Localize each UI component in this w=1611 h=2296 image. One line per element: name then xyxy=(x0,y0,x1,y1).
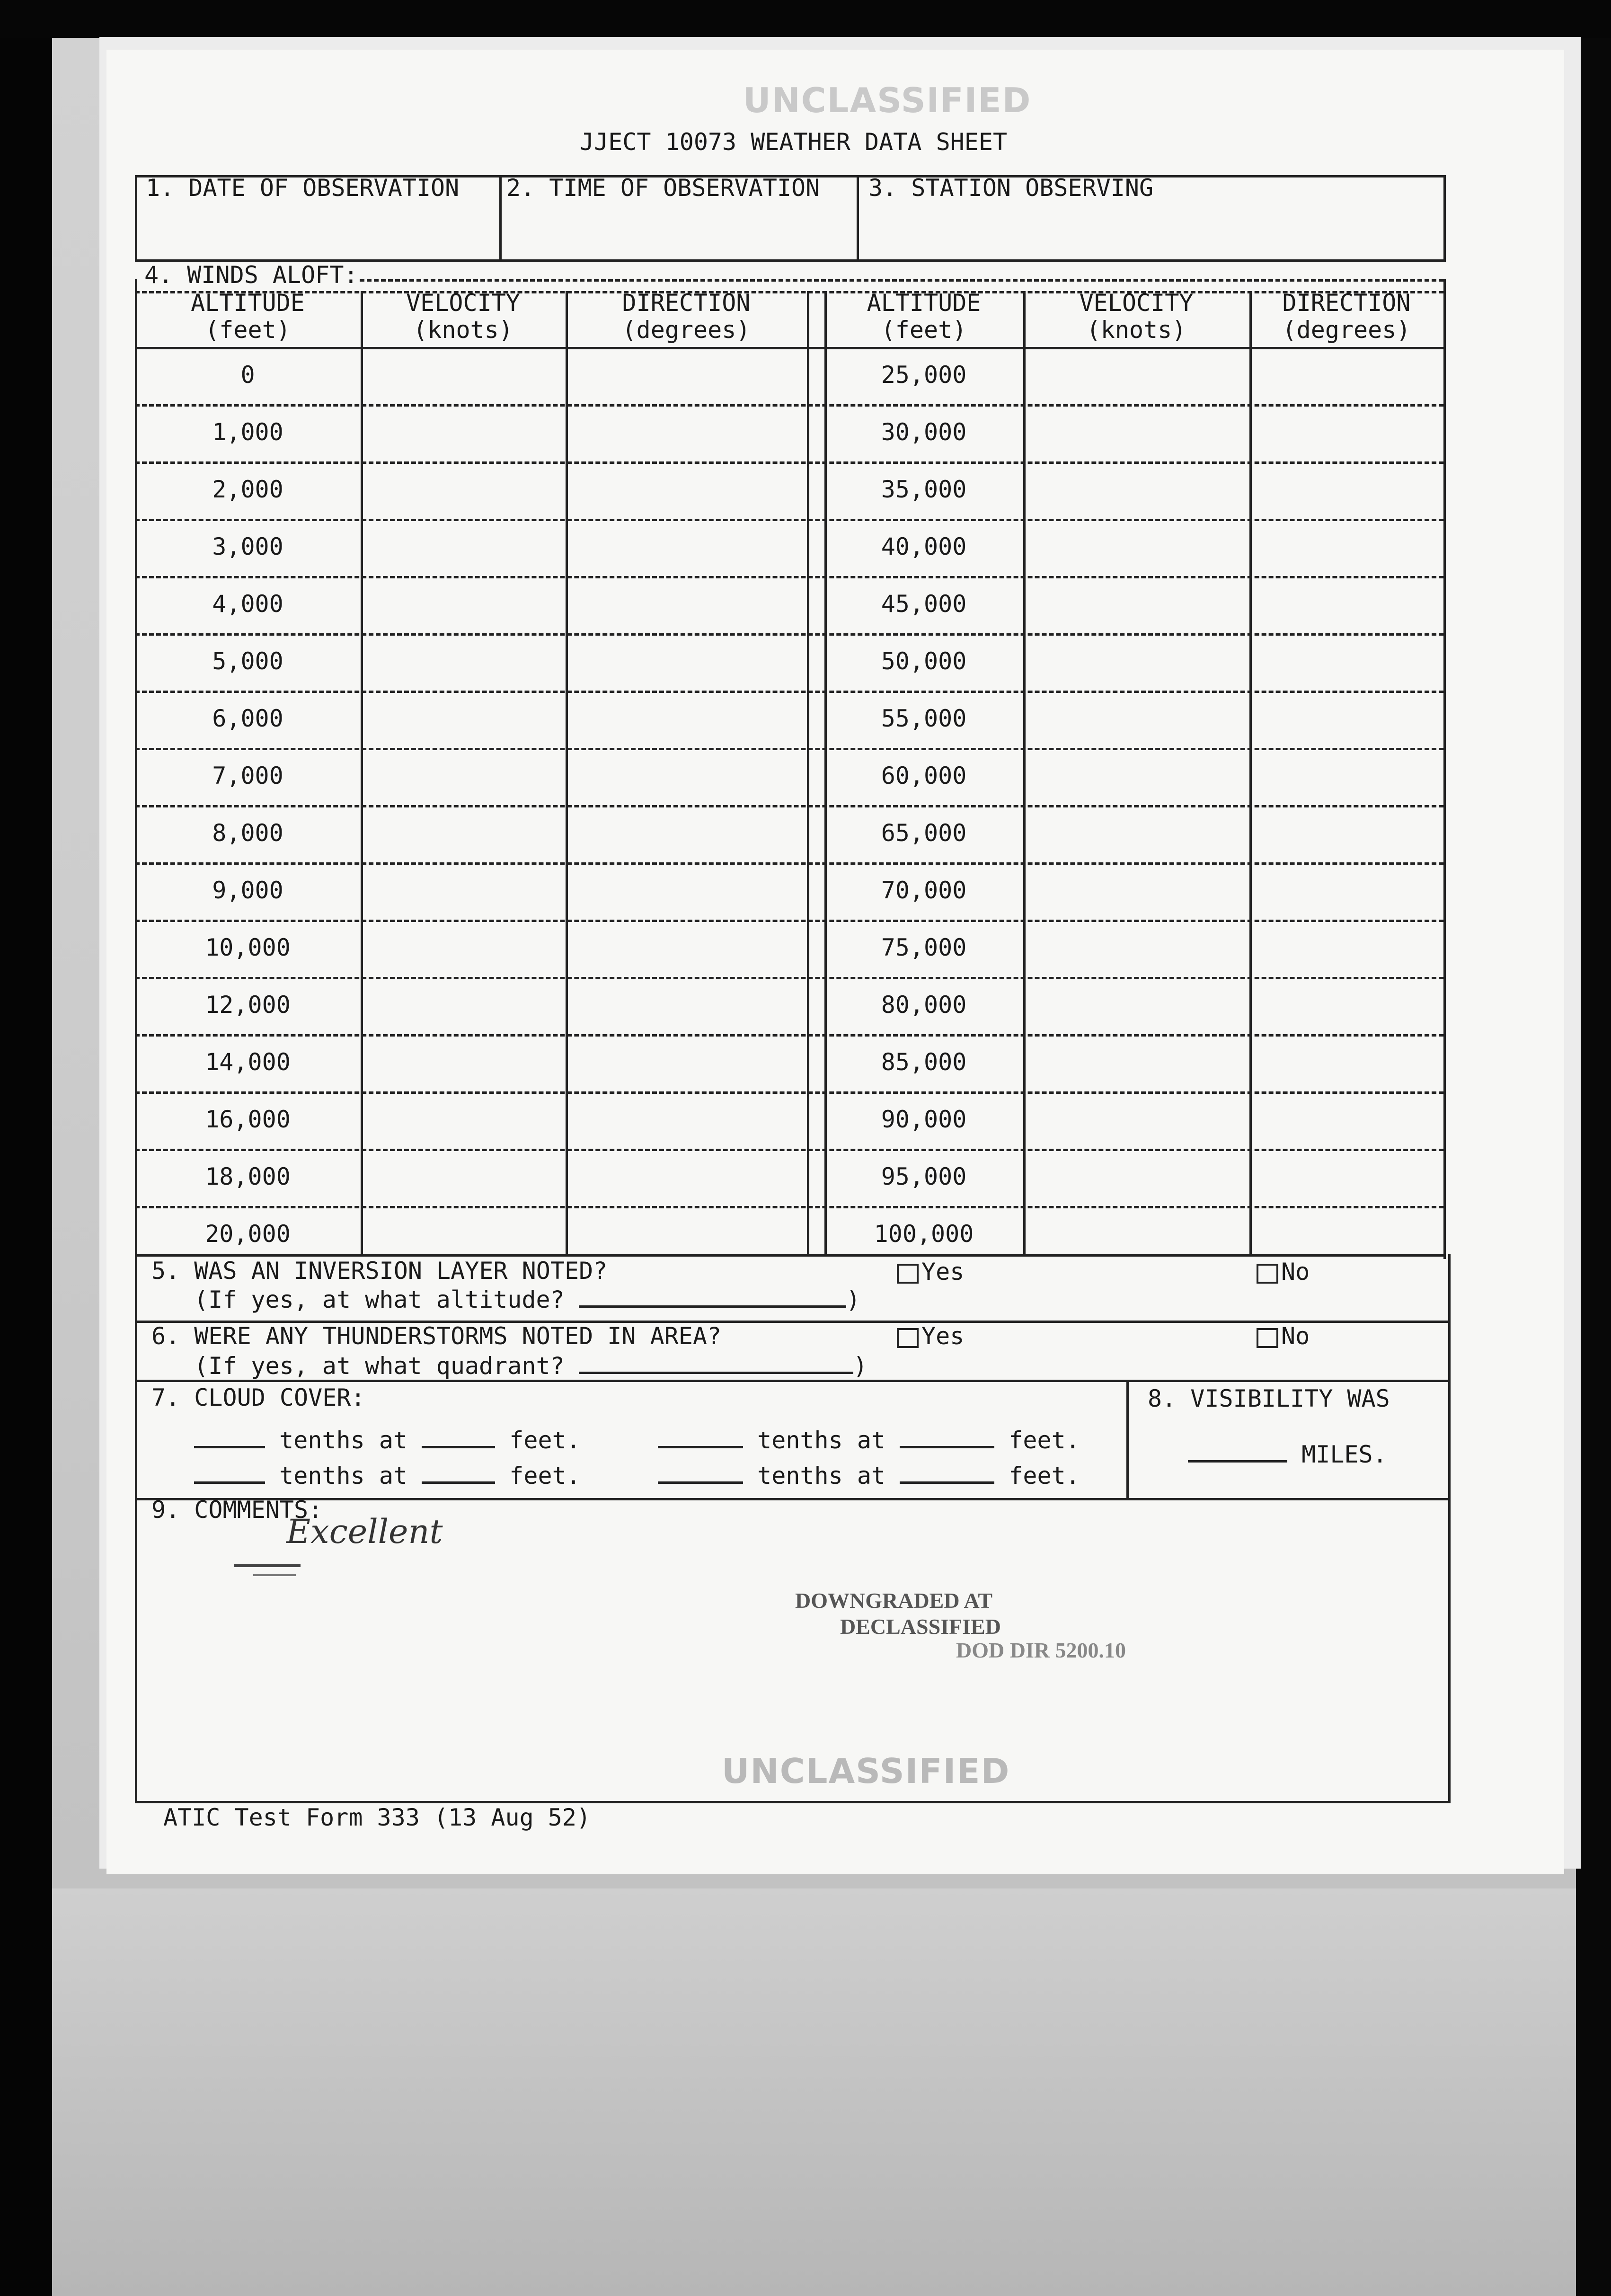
altitude-right-3: 40,000 xyxy=(881,533,967,560)
station-observing-label: 3. STATION OBSERVING xyxy=(868,174,1154,202)
scribble-mark xyxy=(234,1564,301,1567)
cloud-feet-field-3[interactable] xyxy=(422,1463,495,1484)
velocity-right-cell-2[interactable] xyxy=(1023,464,1249,516)
altitude-right-8: 65,000 xyxy=(881,819,967,847)
velocity-left-cell-11[interactable] xyxy=(361,979,566,1032)
direction-header-right: DIRECTION xyxy=(1282,289,1411,317)
film-border-top xyxy=(0,0,1611,38)
altitude-right-2: 35,000 xyxy=(881,476,967,503)
direction-left-cell-0[interactable] xyxy=(566,349,807,402)
altitude-left-0: 0 xyxy=(240,361,255,389)
velocity-left-cell-9[interactable] xyxy=(361,865,566,917)
time-of-observation-label: 2. TIME OF OBSERVATION xyxy=(506,174,820,202)
visibility-label: 8. VISIBILITY WAS xyxy=(1148,1385,1390,1412)
velocity-left-cell-13[interactable] xyxy=(361,1094,566,1146)
velocity-left-cell-6[interactable] xyxy=(361,693,566,745)
velocity-right-cell-9[interactable] xyxy=(1023,865,1249,917)
velocity-right-cell-5[interactable] xyxy=(1023,636,1249,688)
altitude-right-0: 25,000 xyxy=(881,361,967,389)
rule xyxy=(135,1254,137,1803)
comments-label: 9. COMMENTS: xyxy=(151,1496,323,1524)
altitude-header-left: ALTITUDE xyxy=(191,289,305,317)
altitude-left-4: 4,000 xyxy=(212,590,283,618)
cloud-tenths-field-4[interactable] xyxy=(658,1463,743,1484)
visibility-unit: MILES. xyxy=(1301,1441,1387,1468)
direction-right-cell-6[interactable] xyxy=(1249,693,1443,745)
velocity-left-cell-10[interactable] xyxy=(361,922,566,975)
lower-gray-band xyxy=(52,1888,1576,2296)
altitude-right-6: 55,000 xyxy=(881,705,967,732)
inversion-yes-option[interactable] xyxy=(897,1260,964,1284)
altitude-left-10: 10,000 xyxy=(205,934,291,961)
direction-right-cell-10[interactable] xyxy=(1249,922,1443,975)
direction-left-cell-5[interactable] xyxy=(566,636,807,688)
rule xyxy=(807,291,809,1254)
altitude-header-right: ALTITUDE xyxy=(867,289,981,317)
winds-aloft-label: 4. WINDS ALOFT: xyxy=(144,261,358,289)
dod-directive-stamp: DOD DIR 5200.10 xyxy=(956,1638,1126,1662)
film-border-left xyxy=(0,0,52,2296)
velocity-left-cell-15[interactable] xyxy=(361,1208,566,1261)
altitude-right-9: 70,000 xyxy=(881,877,967,904)
velocity-right-cell-11[interactable] xyxy=(1023,979,1249,1032)
thunderstorm-quadrant-field[interactable] xyxy=(579,1353,853,1374)
velocity-left-cell-2[interactable] xyxy=(361,464,566,516)
velocity-left-cell-0[interactable] xyxy=(361,349,566,402)
direction-left-cell-6[interactable] xyxy=(566,693,807,745)
direction-right-cell-7[interactable] xyxy=(1249,750,1443,803)
rule xyxy=(360,279,1443,282)
cloud-row-1-right xyxy=(658,1427,1080,1452)
rule xyxy=(135,1801,1451,1803)
cloud-feet-field-4[interactable] xyxy=(900,1463,994,1484)
altitude-right-7: 60,000 xyxy=(881,762,967,789)
inversion-yes-label: Yes xyxy=(921,1258,965,1285)
cloud-tenths-field-3[interactable] xyxy=(194,1463,265,1484)
declassified-stamp: DECLASSIFIED xyxy=(840,1614,1001,1639)
velocity-left-cell-3[interactable] xyxy=(361,521,566,574)
velocity-right-cell-14[interactable] xyxy=(1023,1151,1249,1204)
inversion-no-label: No xyxy=(1281,1258,1310,1285)
thunderstorm-no-option[interactable] xyxy=(1257,1324,1310,1348)
thunderstorm-yes-checkbox[interactable] xyxy=(897,1328,919,1348)
velocity-right-cell-8[interactable] xyxy=(1023,807,1249,860)
altitude-unit-right: (feet) xyxy=(881,316,967,344)
altitude-right-14: 95,000 xyxy=(881,1163,967,1190)
altitude-right-11: 80,000 xyxy=(881,991,967,1019)
cloud-cover-label: 7. CLOUD COVER: xyxy=(151,1384,365,1411)
direction-header-left: DIRECTION xyxy=(622,289,751,317)
thunderstorm-followup-text: (If yes, at what quadrant? xyxy=(194,1352,565,1380)
altitude-left-8: 8,000 xyxy=(212,819,283,847)
downgraded-stamp: DOWNGRADED AT xyxy=(795,1588,993,1613)
altitude-right-5: 50,000 xyxy=(881,647,967,675)
thunderstorm-question: 6. WERE ANY THUNDERSTORMS NOTED IN AREA? xyxy=(151,1322,722,1350)
altitude-left-11: 12,000 xyxy=(205,991,291,1019)
direction-right-cell-8[interactable] xyxy=(1249,807,1443,860)
velocity-unit-left: (knots) xyxy=(413,316,513,344)
altitude-left-5: 5,000 xyxy=(212,647,283,675)
altitude-right-13: 90,000 xyxy=(881,1106,967,1133)
direction-left-cell-10[interactable] xyxy=(566,922,807,975)
velocity-left-cell-1[interactable] xyxy=(361,407,566,459)
rule xyxy=(1448,1254,1451,1803)
velocity-left-cell-14[interactable] xyxy=(361,1151,566,1204)
altitude-right-1: 30,000 xyxy=(881,418,967,446)
velocity-right-cell-15[interactable] xyxy=(1023,1208,1249,1261)
altitude-left-9: 9,000 xyxy=(212,877,283,904)
direction-unit-left: (degrees) xyxy=(622,316,751,344)
direction-right-cell-15[interactable] xyxy=(1249,1208,1443,1261)
inversion-yes-checkbox[interactable] xyxy=(897,1264,919,1284)
direction-left-cell-9[interactable] xyxy=(566,865,807,917)
cloud-feet-3: feet. xyxy=(509,1462,581,1489)
direction-right-cell-12[interactable] xyxy=(1249,1037,1443,1089)
rule xyxy=(135,1498,1451,1500)
unclassified-stamp-bottom: UNCLASSIFIED xyxy=(722,1751,1010,1791)
direction-left-cell-11[interactable] xyxy=(566,979,807,1032)
direction-left-cell-13[interactable] xyxy=(566,1094,807,1146)
direction-right-cell-1[interactable] xyxy=(1249,407,1443,459)
thunderstorm-followup xyxy=(194,1353,867,1378)
direction-left-cell-8[interactable] xyxy=(566,807,807,860)
rule xyxy=(1443,279,1446,1259)
velocity-right-cell-4[interactable] xyxy=(1023,578,1249,631)
altitude-left-13: 16,000 xyxy=(205,1106,291,1133)
rule xyxy=(135,175,137,260)
cloud-tenths-at-1: tenths at xyxy=(279,1427,408,1454)
direction-right-cell-13[interactable] xyxy=(1249,1094,1443,1146)
direction-left-cell-1[interactable] xyxy=(566,407,807,459)
velocity-left-cell-12[interactable] xyxy=(361,1037,566,1089)
inversion-followup-text: (If yes, at what altitude? xyxy=(194,1286,565,1313)
velocity-left-cell-5[interactable] xyxy=(361,636,566,688)
rule xyxy=(499,175,502,260)
film-border-right xyxy=(1576,0,1611,2296)
altitude-right-10: 75,000 xyxy=(881,934,967,961)
form-identifier: ATIC Test Form 333 (13 Aug 52) xyxy=(163,1804,591,1831)
scribble-mark xyxy=(253,1574,296,1576)
rule xyxy=(135,1254,1443,1257)
altitude-left-3: 3,000 xyxy=(212,533,283,560)
cloud-feet-field-1[interactable] xyxy=(422,1427,495,1448)
thunderstorm-no-checkbox[interactable] xyxy=(1257,1328,1278,1348)
velocity-right-cell-7[interactable] xyxy=(1023,750,1249,803)
inversion-close-paren: ) xyxy=(846,1286,860,1313)
velocity-right-cell-6[interactable] xyxy=(1023,693,1249,745)
velocity-left-cell-7[interactable] xyxy=(361,750,566,803)
direction-right-cell-11[interactable] xyxy=(1249,979,1443,1032)
direction-unit-right: (degrees) xyxy=(1282,316,1411,344)
cloud-tenths-at-2: tenths at xyxy=(757,1427,886,1454)
velocity-right-cell-10[interactable] xyxy=(1023,922,1249,975)
velocity-header-right: VELOCITY xyxy=(1079,289,1194,317)
velocity-right-cell-1[interactable] xyxy=(1023,407,1249,459)
cloud-feet-1: feet. xyxy=(509,1427,581,1454)
altitude-right-15: 100,000 xyxy=(874,1220,974,1248)
rule xyxy=(1126,1380,1129,1498)
direction-right-cell-0[interactable] xyxy=(1249,349,1443,402)
altitude-left-12: 14,000 xyxy=(205,1048,291,1076)
altitude-left-15: 20,000 xyxy=(205,1220,291,1248)
thunderstorm-yes-label: Yes xyxy=(921,1322,965,1350)
handwritten-comment: Excellent xyxy=(286,1512,443,1551)
cloud-row-2-right xyxy=(658,1463,1080,1488)
rule xyxy=(1443,175,1446,260)
cloud-tenths-at-3: tenths at xyxy=(279,1462,408,1489)
cloud-feet-field-2[interactable] xyxy=(900,1427,994,1448)
direction-left-cell-3[interactable] xyxy=(566,521,807,574)
cloud-row-1-left xyxy=(194,1427,581,1452)
velocity-right-cell-0[interactable] xyxy=(1023,349,1249,402)
rule xyxy=(135,1380,1451,1382)
cloud-tenths-field-2[interactable] xyxy=(658,1427,743,1448)
cloud-feet-2: feet. xyxy=(1009,1427,1080,1454)
inversion-no-checkbox[interactable] xyxy=(1257,1264,1278,1284)
inversion-followup xyxy=(194,1286,860,1312)
cloud-row-2-left xyxy=(194,1463,581,1488)
velocity-left-cell-4[interactable] xyxy=(361,578,566,631)
velocity-right-cell-3[interactable] xyxy=(1023,521,1249,574)
thunderstorm-close-paren: ) xyxy=(853,1352,867,1380)
direction-right-cell-9[interactable] xyxy=(1249,865,1443,917)
thunderstorm-yes-option[interactable] xyxy=(897,1324,964,1348)
altitude-right-4: 45,000 xyxy=(881,590,967,618)
direction-right-cell-2[interactable] xyxy=(1249,464,1443,516)
inversion-no-option[interactable] xyxy=(1257,1260,1310,1284)
altitude-right-12: 85,000 xyxy=(881,1048,967,1076)
direction-right-cell-4[interactable] xyxy=(1249,578,1443,631)
direction-right-cell-14[interactable] xyxy=(1249,1151,1443,1204)
direction-left-cell-14[interactable] xyxy=(566,1151,807,1204)
direction-right-cell-5[interactable] xyxy=(1249,636,1443,688)
velocity-header-left: VELOCITY xyxy=(406,289,520,317)
inversion-altitude-field[interactable] xyxy=(579,1286,846,1308)
cloud-tenths-at-4: tenths at xyxy=(757,1462,886,1489)
velocity-left-cell-8[interactable] xyxy=(361,807,566,860)
form-title: JJECT 10073 WEATHER DATA SHEET xyxy=(580,128,1008,156)
cloud-feet-4: feet. xyxy=(1009,1462,1080,1489)
unclassified-stamp-top: UNCLASSIFIED xyxy=(743,80,1032,120)
cloud-tenths-field-1[interactable] xyxy=(194,1427,265,1448)
direction-left-cell-4[interactable] xyxy=(566,578,807,631)
date-of-observation-label: 1. DATE OF OBSERVATION xyxy=(146,174,460,202)
velocity-unit-right: (knots) xyxy=(1086,316,1186,344)
visibility-row xyxy=(1188,1441,1387,1466)
altitude-left-7: 7,000 xyxy=(212,762,283,789)
velocity-right-cell-12[interactable] xyxy=(1023,1037,1249,1089)
altitude-left-2: 2,000 xyxy=(212,476,283,503)
direction-left-cell-15[interactable] xyxy=(566,1208,807,1261)
velocity-right-cell-13[interactable] xyxy=(1023,1094,1249,1146)
inversion-question: 5. WAS AN INVERSION LAYER NOTED? xyxy=(151,1257,608,1285)
direction-left-cell-2[interactable] xyxy=(566,464,807,516)
direction-left-cell-7[interactable] xyxy=(566,750,807,803)
direction-right-cell-3[interactable] xyxy=(1249,521,1443,574)
direction-left-cell-12[interactable] xyxy=(566,1037,807,1089)
altitude-left-1: 1,000 xyxy=(212,418,283,446)
altitude-left-6: 6,000 xyxy=(212,705,283,732)
altitude-left-14: 18,000 xyxy=(205,1163,291,1190)
rule xyxy=(857,175,859,260)
altitude-unit-left: (feet) xyxy=(205,316,291,344)
visibility-field[interactable] xyxy=(1188,1441,1287,1463)
thunderstorm-no-label: No xyxy=(1281,1322,1310,1350)
